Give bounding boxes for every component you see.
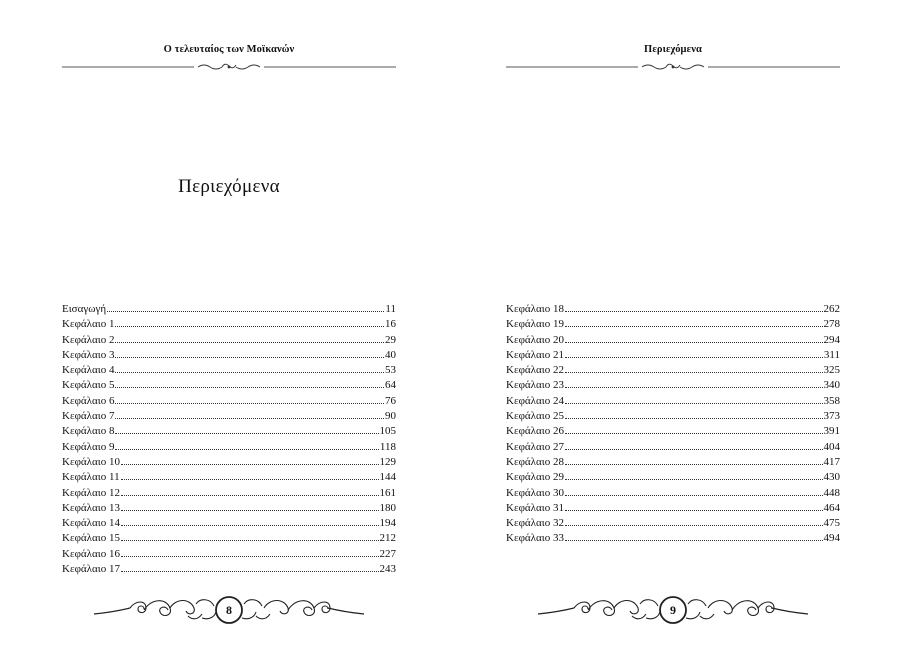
toc-entry[interactable] — [62, 516, 396, 531]
toc-entry-label: Κεφάλαιο 30 — [506, 486, 564, 499]
toc-entry-page: 161 — [379, 486, 396, 499]
toc-entry-page: 16 — [385, 318, 396, 331]
toc-entry[interactable] — [62, 562, 396, 577]
toc-entry-page: 11 — [385, 303, 396, 315]
left-page — [62, 0, 396, 650]
toc-entry[interactable] — [506, 440, 840, 455]
toc-dot-leader — [115, 325, 384, 327]
toc-entry[interactable] — [62, 424, 396, 439]
toc-entry-label: Κεφάλαιο 24 — [506, 394, 564, 407]
toc-entry[interactable] — [62, 302, 396, 317]
toc-entry[interactable] — [506, 302, 840, 317]
toc-entry-label: Κεφάλαιο 3 — [62, 348, 115, 361]
toc-dot-leader — [115, 417, 384, 419]
running-head: Ο τελευταίος των Μοϊκανών — [163, 44, 295, 55]
toc-entry-page: 227 — [379, 547, 396, 560]
toc-entry-label: Κεφάλαιο 5 — [62, 379, 115, 392]
toc-entry-page: 118 — [379, 440, 396, 453]
toc-heading: Περιεχόμενα — [178, 176, 280, 197]
toc-dot-leader — [565, 341, 823, 343]
toc-dot-leader — [565, 539, 823, 541]
toc-entry-label: Κεφάλαιο 4 — [62, 364, 115, 377]
toc-entry-page: 404 — [823, 440, 840, 453]
toc-entry[interactable] — [62, 348, 396, 363]
toc-dot-leader — [565, 524, 823, 526]
toc-entry-label: Κεφάλαιο 16 — [62, 547, 120, 560]
toc-dot-leader — [565, 310, 823, 312]
toc-dot-leader — [121, 539, 379, 541]
toc-list — [506, 302, 840, 547]
toc-dot-leader — [565, 463, 823, 465]
toc-entry-page: 144 — [379, 471, 396, 484]
toc-dot-leader — [565, 402, 823, 404]
toc-dot-leader — [565, 417, 823, 419]
toc-entry-label: Κεφάλαιο 10 — [62, 455, 120, 468]
toc-entry-label: Κεφάλαιο 18 — [506, 303, 564, 315]
toc-entry-label: Κεφάλαιο 33 — [506, 532, 564, 545]
toc-entry-label: Εισαγωγή — [62, 303, 107, 315]
toc-entry-page: 76 — [385, 394, 396, 407]
toc-entry-label: Κεφάλαιο 15 — [62, 532, 120, 545]
toc-entry-label: Κεφάλαιο 2 — [62, 333, 115, 346]
toc-dot-leader — [121, 555, 379, 557]
toc-entry[interactable] — [62, 531, 396, 546]
toc-entry-page: 391 — [823, 425, 840, 438]
toc-entry[interactable] — [506, 378, 840, 393]
toc-entry[interactable] — [506, 531, 840, 546]
toc-entry-page: 325 — [823, 364, 840, 377]
toc-entry-label: Κεφάλαιο 32 — [506, 517, 564, 530]
toc-entry-label: Κεφάλαιο 21 — [506, 348, 564, 361]
toc-entry[interactable] — [506, 486, 840, 501]
toc-dot-leader — [121, 478, 379, 480]
toc-entry-label: Κεφάλαιο 25 — [506, 410, 564, 423]
toc-entry-label: Κεφάλαιο 7 — [62, 410, 115, 423]
toc-entry-label: Κεφάλαιο 13 — [62, 501, 120, 514]
page-number: 8 — [226, 603, 232, 617]
toc-dot-leader — [565, 509, 823, 511]
toc-dot-leader — [565, 478, 823, 480]
running-head: Περιεχόμενα — [644, 44, 702, 55]
right-page — [506, 0, 840, 650]
toc-entry-label: Κεφάλαιο 27 — [506, 440, 564, 453]
toc-entry-page: 373 — [823, 410, 840, 423]
toc-entry-page: 243 — [379, 563, 396, 576]
toc-entry-page: 278 — [823, 318, 840, 331]
toc-entry-page: 64 — [385, 379, 396, 392]
toc-entry-page: 129 — [379, 455, 396, 468]
toc-entry-label: Κεφάλαιο 23 — [506, 379, 564, 392]
toc-dot-leader — [115, 448, 378, 450]
toc-entry-page: 180 — [379, 501, 396, 514]
toc-entry[interactable] — [506, 516, 840, 531]
toc-entry[interactable] — [506, 363, 840, 378]
toc-entry[interactable] — [62, 378, 396, 393]
toc-entry[interactable] — [62, 486, 396, 501]
toc-entry-label: Κεφάλαιο 11 — [62, 471, 120, 484]
page-number: 9 — [670, 603, 676, 617]
toc-entry-page: 358 — [823, 394, 840, 407]
toc-entry[interactable] — [62, 470, 396, 485]
toc-entry-page: 29 — [385, 333, 396, 346]
toc-dot-leader — [565, 356, 823, 358]
toc-dot-leader — [565, 494, 823, 496]
toc-dot-leader — [565, 325, 823, 327]
toc-entry-page: 40 — [385, 348, 396, 361]
toc-entry-label: Κεφάλαιο 17 — [62, 563, 120, 576]
toc-entry-label: Κεφάλαιο 28 — [506, 455, 564, 468]
toc-dot-leader — [565, 432, 823, 434]
toc-entry-label: Κεφάλαιο 31 — [506, 501, 564, 514]
toc-entry-label: Κεφάλαιο 22 — [506, 364, 564, 377]
toc-entry[interactable] — [62, 440, 396, 455]
toc-entry-label: Κεφάλαιο 19 — [506, 318, 564, 331]
toc-entry-page: 430 — [823, 471, 840, 484]
toc-dot-leader — [565, 448, 823, 450]
toc-entry-page: 90 — [385, 410, 396, 423]
toc-entry-label: Κεφάλαιο 29 — [506, 471, 564, 484]
toc-dot-leader — [115, 371, 384, 373]
toc-entry-page: 262 — [823, 303, 840, 315]
toc-entry-page: 311 — [823, 348, 840, 361]
toc-entry[interactable] — [62, 333, 396, 348]
toc-dot-leader — [115, 386, 384, 388]
toc-entry-page: 464 — [823, 501, 840, 514]
toc-entry[interactable] — [506, 501, 840, 516]
toc-entry[interactable] — [506, 470, 840, 485]
toc-dot-leader — [121, 494, 379, 496]
toc-dot-leader — [565, 386, 823, 388]
toc-dot-leader — [115, 341, 384, 343]
toc-entry-page: 340 — [823, 379, 840, 392]
toc-entry-page: 105 — [379, 425, 396, 438]
toc-entry[interactable] — [506, 455, 840, 470]
toc-entry[interactable] — [506, 317, 840, 332]
flourish-divider-icon — [62, 60, 396, 74]
toc-dot-leader — [121, 524, 379, 526]
toc-entry[interactable] — [506, 333, 840, 348]
toc-dot-leader — [107, 310, 384, 312]
toc-dot-leader — [121, 509, 379, 511]
toc-dot-leader — [115, 356, 384, 358]
toc-dot-leader — [121, 570, 379, 572]
toc-entry[interactable] — [62, 547, 396, 562]
toc-entry[interactable] — [506, 348, 840, 363]
toc-entry[interactable] — [62, 317, 396, 332]
toc-entry-page: 294 — [823, 333, 840, 346]
toc-entry-label: Κεφάλαιο 14 — [62, 517, 120, 530]
toc-entry[interactable] — [62, 363, 396, 378]
toc-dot-leader — [565, 371, 823, 373]
toc-entry-label: Κεφάλαιο 20 — [506, 333, 564, 346]
flourish-divider-icon — [506, 60, 840, 74]
toc-entry[interactable] — [62, 501, 396, 516]
toc-entry-label: Κεφάλαιο 1 — [62, 318, 115, 331]
toc-entry-page: 212 — [379, 532, 396, 545]
toc-dot-leader — [115, 402, 384, 404]
toc-entry[interactable] — [506, 424, 840, 439]
toc-entry-label: Κεφάλαιο 12 — [62, 486, 120, 499]
toc-entry-page: 53 — [385, 364, 396, 377]
toc-entry[interactable] — [62, 394, 396, 409]
toc-entry-label: Κεφάλαιο 26 — [506, 425, 564, 438]
toc-dot-leader — [121, 463, 379, 465]
toc-entry-page: 448 — [823, 486, 840, 499]
toc-entry-label: Κεφάλαιο 9 — [62, 440, 115, 453]
toc-list — [62, 302, 396, 577]
toc-entry-page: 194 — [379, 517, 396, 530]
toc-entry-page: 494 — [823, 532, 840, 545]
toc-entry-page: 475 — [823, 517, 840, 530]
toc-entry[interactable] — [506, 409, 840, 424]
toc-entry-label: Κεφάλαιο 6 — [62, 394, 115, 407]
toc-dot-leader — [115, 432, 378, 434]
toc-entry-page: 417 — [823, 455, 840, 468]
toc-entry[interactable] — [506, 394, 840, 409]
toc-entry[interactable] — [62, 409, 396, 424]
toc-entry-label: Κεφάλαιο 8 — [62, 425, 115, 438]
toc-entry[interactable] — [62, 455, 396, 470]
